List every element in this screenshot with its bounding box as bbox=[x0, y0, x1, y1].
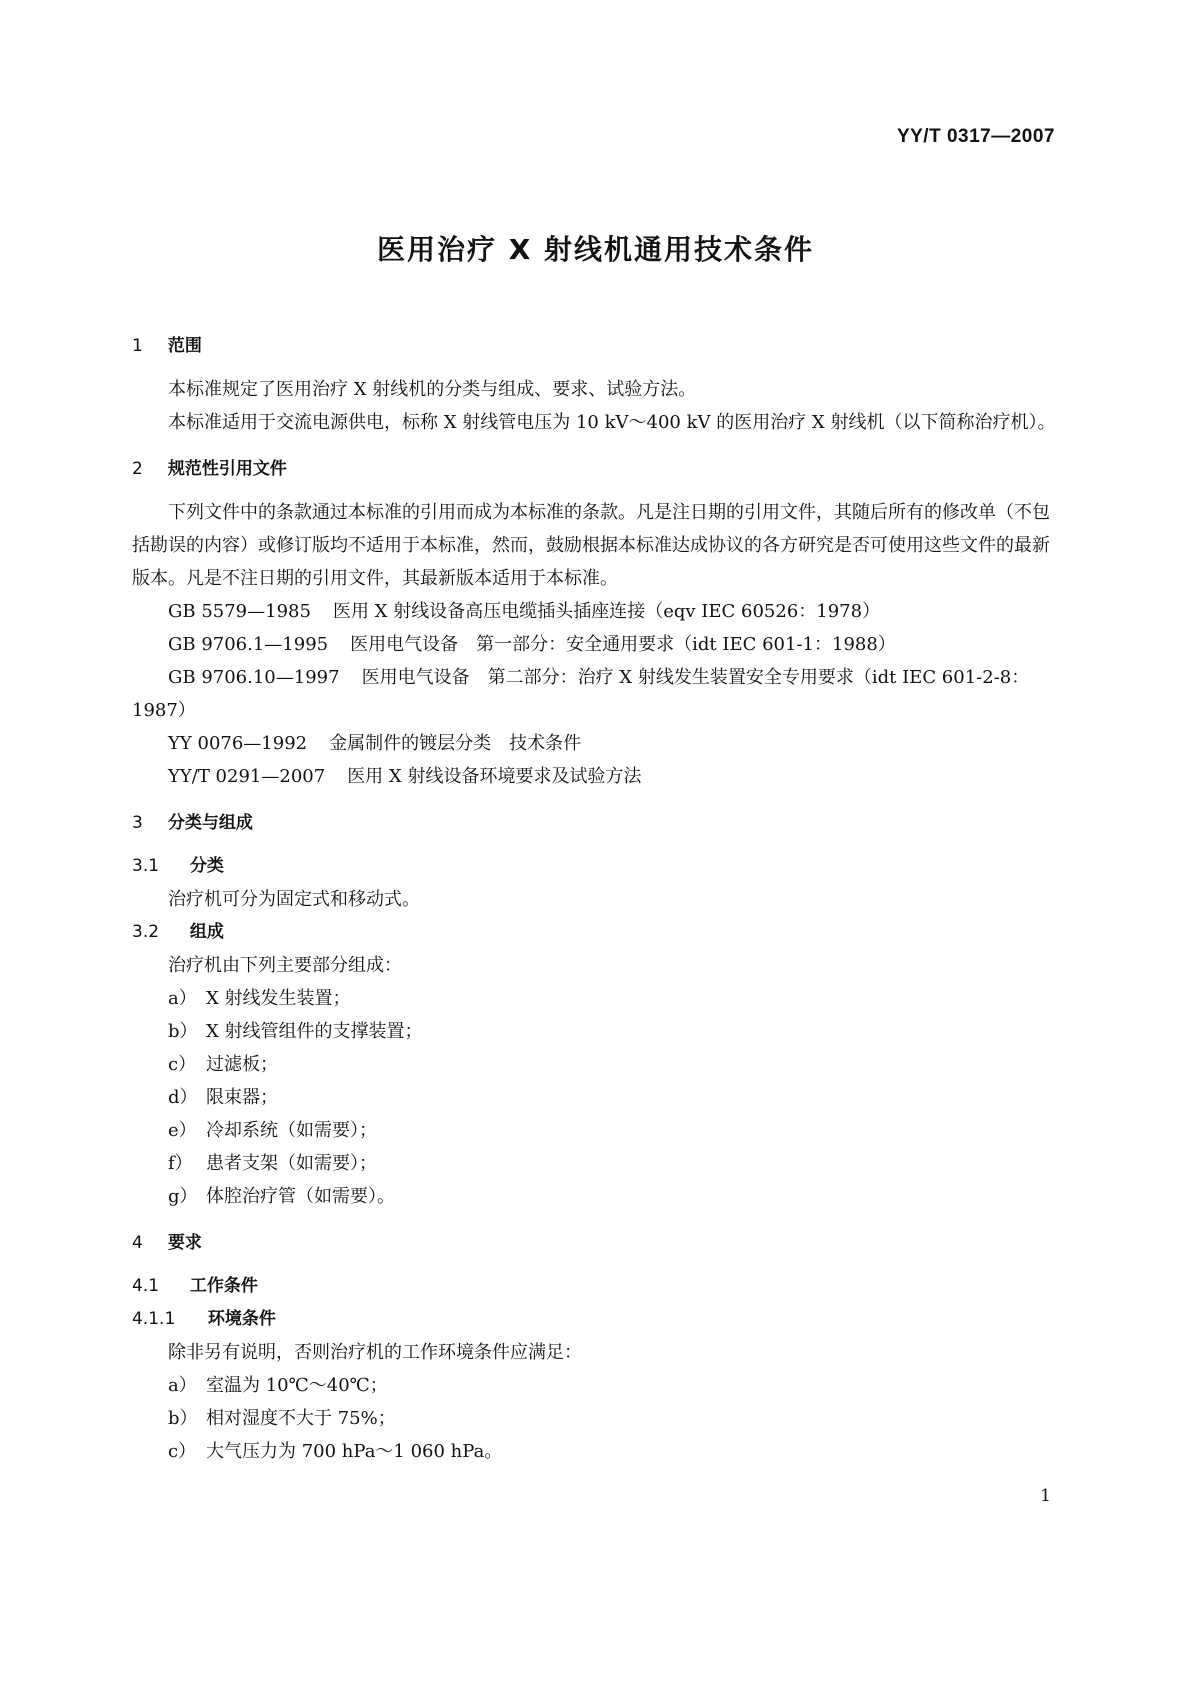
section-number: 4 bbox=[132, 1233, 143, 1253]
subsection-4-1-heading bbox=[132, 1270, 1062, 1303]
list-text: 患者支架（如需要）； bbox=[206, 1153, 377, 1174]
reference-item bbox=[132, 727, 1062, 760]
paragraph: 本标准规定了医用治疗 X 射线机的分类与组成、要求、试验方法。 bbox=[168, 379, 697, 400]
paragraph: 除非另有说明，否则治疗机的工作环境条件应满足： bbox=[168, 1342, 582, 1363]
list-label: a） bbox=[168, 988, 197, 1009]
list-text: 室温为 10℃～40℃； bbox=[206, 1375, 388, 1396]
list-label: d） bbox=[168, 1087, 198, 1108]
subsection-4-1-1-heading bbox=[132, 1303, 1062, 1336]
section-number: 3.1 bbox=[132, 856, 160, 876]
list-item bbox=[132, 1435, 1062, 1468]
list-item bbox=[132, 1015, 1062, 1048]
reference-item bbox=[132, 595, 1062, 628]
reference-code: GB 5579—1985 bbox=[168, 601, 311, 622]
paragraph: 下列文件中的条款通过本标准的引用而成为本标准的条款。凡是注日期的引用文件，其随后所有的修改单（不包括勘误的内容）或修订版均不适用于本标准，然而，鼓励根据本标准达成协议的各方研究是否可使用这些文件的最新版本。凡是不注日期的引用文件，其最新版本适用于本标准。 bbox=[132, 502, 1050, 589]
list-label: g） bbox=[168, 1186, 198, 1207]
list-label: e） bbox=[168, 1120, 197, 1141]
reference-code: YY 0076—1992 bbox=[168, 733, 308, 754]
section-number: 3 bbox=[132, 813, 143, 833]
list-text: 限束器； bbox=[206, 1087, 278, 1108]
section-4-heading bbox=[132, 1227, 1062, 1260]
reference-item bbox=[132, 628, 1062, 661]
reference-code: YY/T 0291—2007 bbox=[168, 766, 326, 787]
section-title: 环境条件 bbox=[207, 1309, 276, 1329]
list-item bbox=[132, 1081, 1062, 1114]
reference-code: GB 9706.1—1995 bbox=[168, 634, 329, 655]
reference-title: 医用 X 射线设备高压电缆插头插座连接（eqv IEC 60526：1978） bbox=[332, 601, 881, 622]
list-label: a） bbox=[168, 1375, 197, 1396]
reference-title: 医用 X 射线设备环境要求及试验方法 bbox=[347, 766, 642, 787]
paragraph: 治疗机可分为固定式和移动式。 bbox=[168, 889, 420, 910]
list-text: X 射线管组件的支撑装置； bbox=[206, 1021, 423, 1042]
reference-item bbox=[132, 661, 1062, 727]
document-body bbox=[132, 330, 1062, 1468]
list-text: 冷却系统（如需要）； bbox=[206, 1120, 377, 1141]
list-item bbox=[132, 1114, 1062, 1147]
list-text: 大气压力为 700 hPa～1 060 hPa。 bbox=[206, 1441, 503, 1462]
section-title: 分类与组成 bbox=[167, 813, 253, 833]
list-item bbox=[132, 1369, 1062, 1402]
reference-code: GB 9706.10—1997 bbox=[168, 667, 340, 688]
section-number: 2 bbox=[132, 459, 143, 479]
list-item bbox=[132, 1048, 1062, 1081]
subsection-3-1-heading bbox=[132, 850, 1062, 883]
reference-title: 医用电气设备 第一部分：安全通用要求（idt IEC 601-1：1988） bbox=[350, 634, 896, 655]
list-item bbox=[132, 1402, 1062, 1435]
page-number: 1 bbox=[1040, 1486, 1051, 1506]
list-text: X 射线发生装置； bbox=[206, 988, 351, 1009]
list-label: c） bbox=[168, 1054, 197, 1075]
list-item bbox=[132, 982, 1062, 1015]
document-code: YY/T 0317—2007 bbox=[896, 126, 1055, 147]
section-title: 规范性引用文件 bbox=[167, 459, 287, 479]
list-label: b） bbox=[168, 1408, 198, 1429]
section-title: 工作条件 bbox=[189, 1276, 258, 1296]
section-title: 分类 bbox=[189, 856, 224, 876]
section-3-heading bbox=[132, 807, 1062, 840]
subsection-3-2-heading bbox=[132, 916, 1062, 949]
list-label: f） bbox=[168, 1153, 193, 1174]
paragraph: 本标准适用于交流电源供电，标称 X 射线管电压为 10 kV～400 kV 的医用治疗 X 射线机（以下简称治疗机）。 bbox=[168, 412, 1056, 433]
list-text: 过滤板； bbox=[206, 1054, 278, 1075]
section-title: 要求 bbox=[167, 1233, 202, 1253]
page-title: 医用治疗 X 射线机通用技术条件 bbox=[376, 233, 815, 266]
section-2-heading bbox=[132, 453, 1062, 486]
reference-title: 医用电气设备 第二部分：治疗 X 射线发生装置安全专用要求（idt IEC 601-2-8：1987） bbox=[132, 667, 1030, 721]
section-1-heading bbox=[132, 330, 1062, 363]
list-item bbox=[132, 1180, 1062, 1213]
reference-item bbox=[132, 760, 1062, 793]
section-title: 组成 bbox=[189, 922, 224, 942]
paragraph: 治疗机由下列主要部分组成： bbox=[168, 955, 402, 976]
list-text: 相对湿度不大于 75%； bbox=[206, 1408, 396, 1429]
section-title: 范围 bbox=[167, 336, 202, 356]
reference-title: 金属制件的镀层分类 技术条件 bbox=[329, 733, 582, 754]
section-number: 1 bbox=[132, 336, 143, 356]
section-number: 3.2 bbox=[132, 922, 160, 942]
list-label: c） bbox=[168, 1441, 197, 1462]
list-item bbox=[132, 1147, 1062, 1180]
list-label: b） bbox=[168, 1021, 198, 1042]
section-number: 4.1.1 bbox=[132, 1309, 176, 1329]
section-number: 4.1 bbox=[132, 1276, 160, 1296]
list-text: 体腔治疗管（如需要）。 bbox=[206, 1186, 395, 1207]
